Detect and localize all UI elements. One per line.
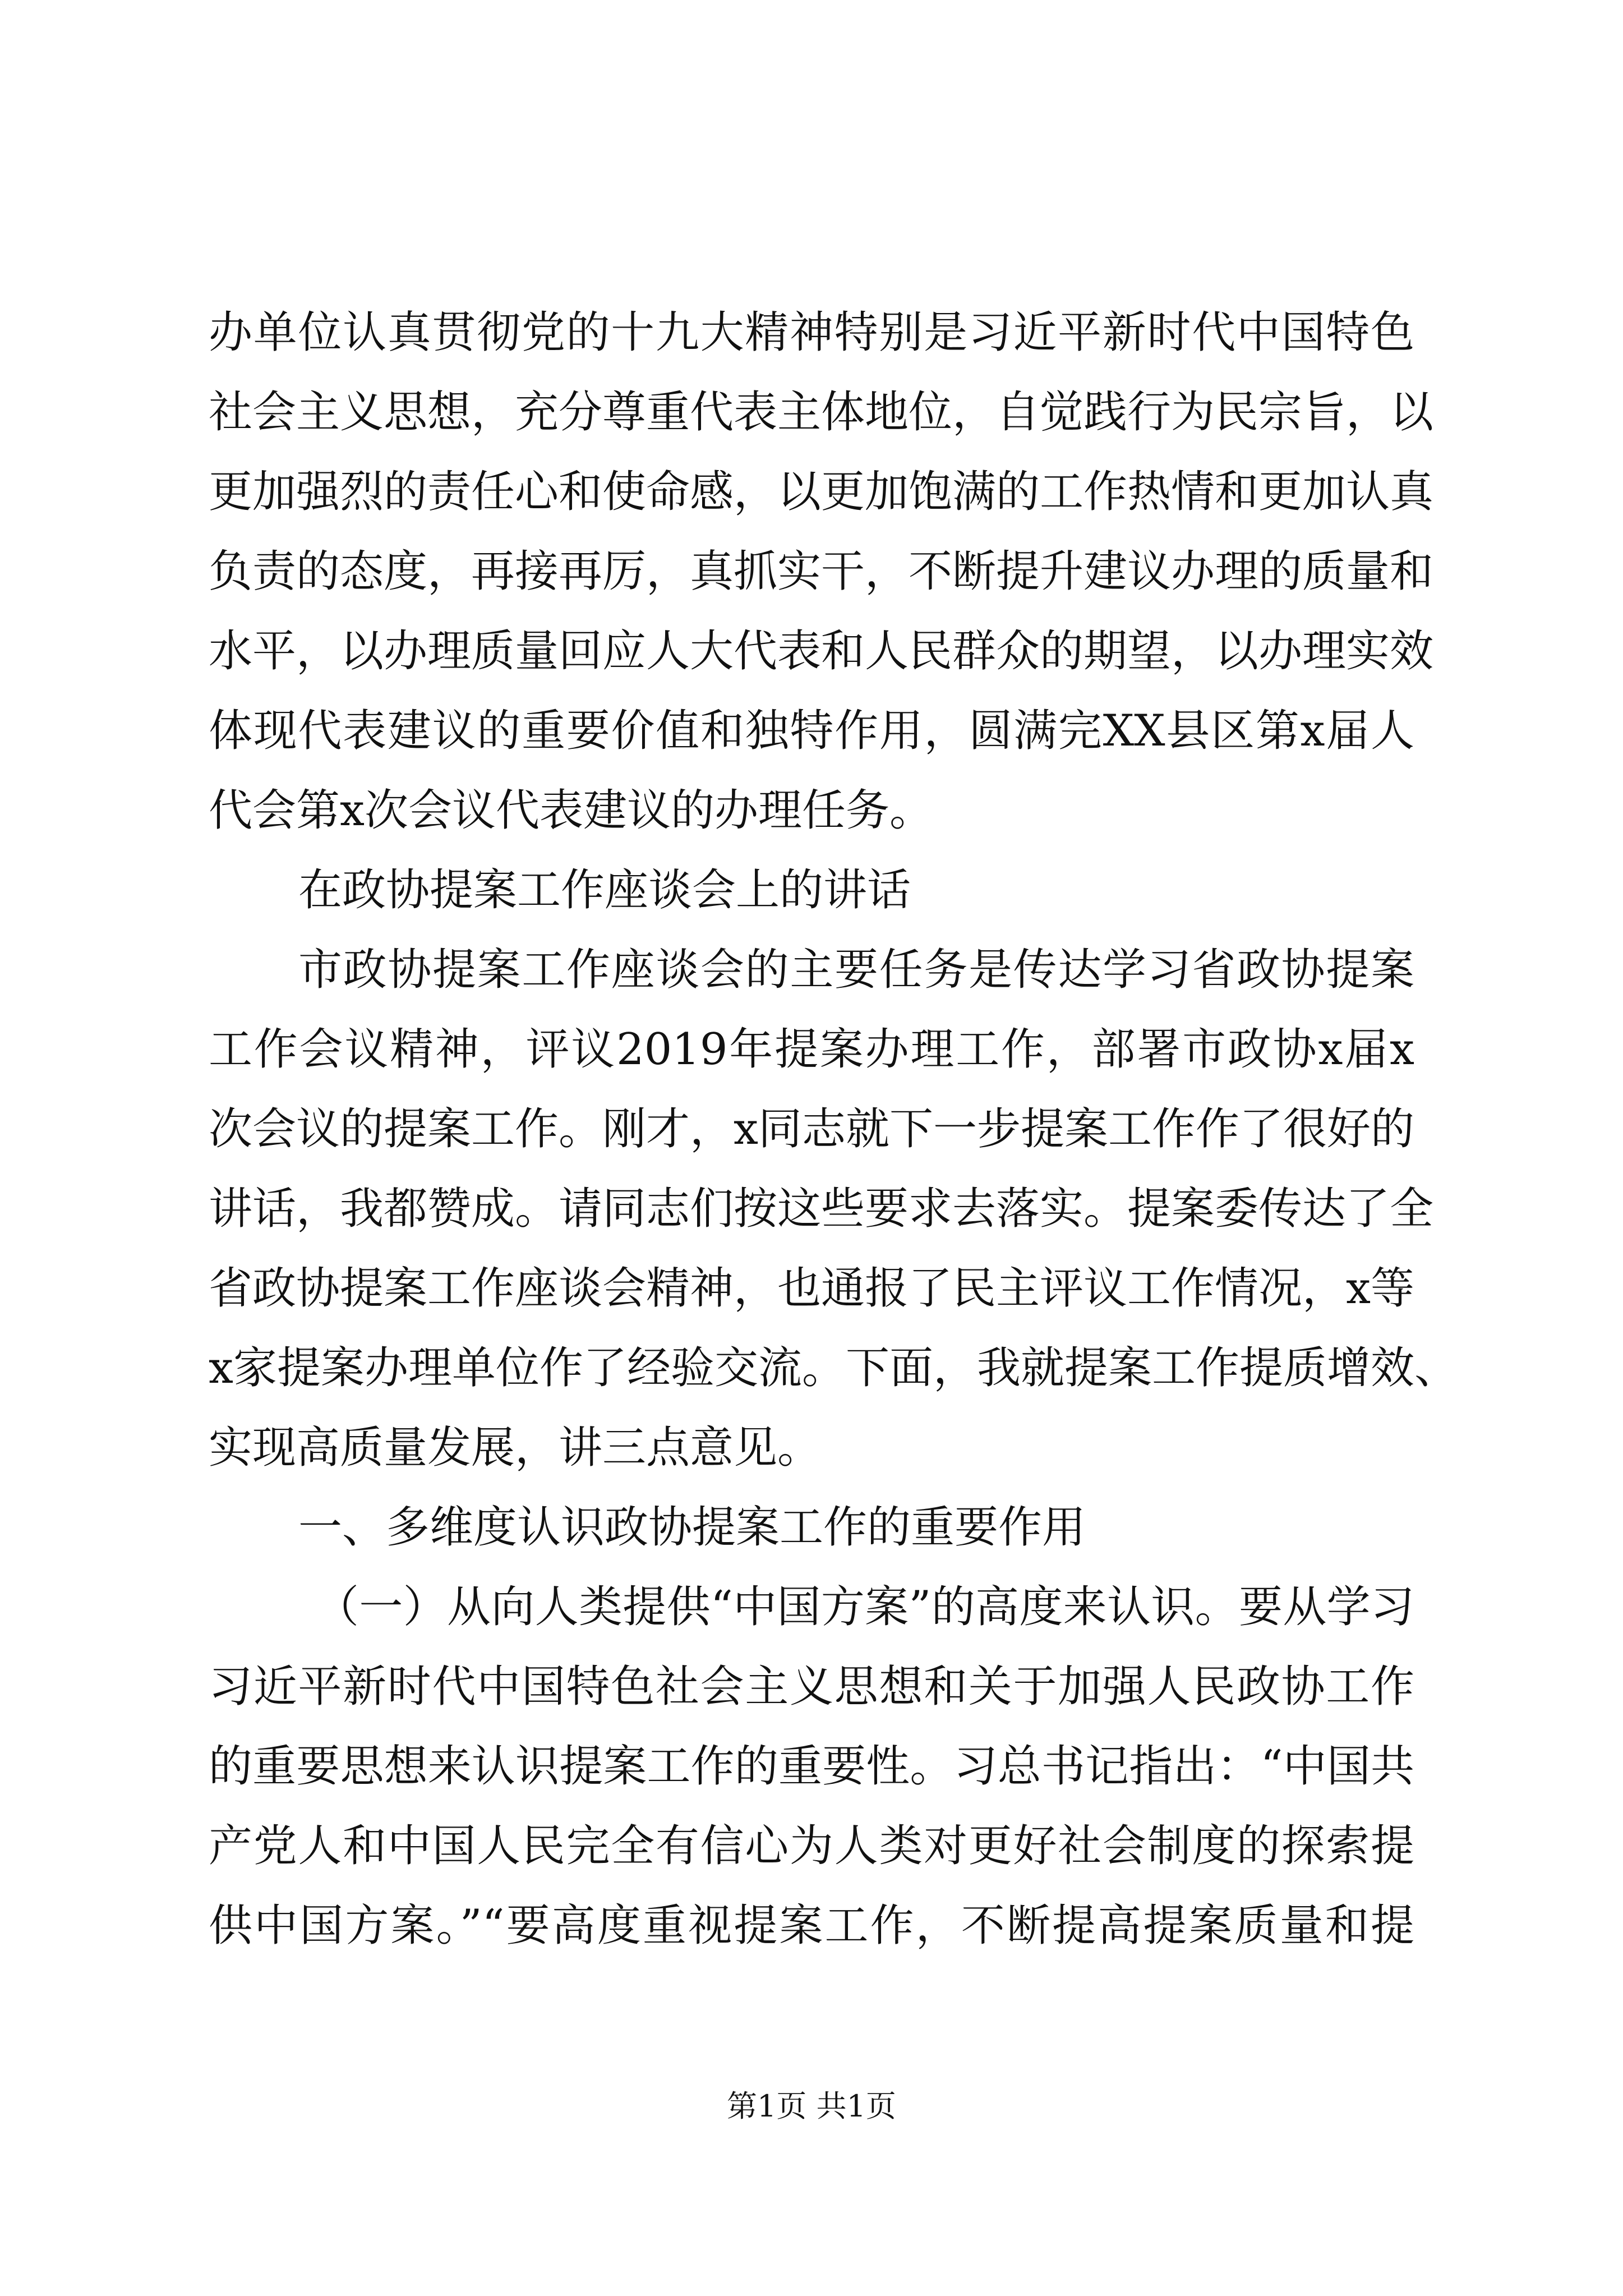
paragraph-line: 市政协提案工作座谈会的主要任务是传达学习省政协提案 [298, 945, 1414, 995]
paragraph-line: 省政协提案工作座谈会精神，也通报了民主评议工作情况，x等 [209, 1263, 1414, 1314]
paragraph-line: 产党人和中国人民完全有信心为人类对更好社会制度的探索提 [209, 1821, 1414, 1871]
section-heading: 一、多维度认识政协提案工作的重要作用 [298, 1502, 1086, 1553]
paragraph-line: 负责的态度，再接再厉，真抓实干，不断提升建议办理的质量和 [209, 546, 1434, 597]
paragraph-line: 次会议的提案工作。刚才，x同志就下一步提案工作作了很好的 [209, 1104, 1414, 1154]
paragraph-line: 实现高质量发展，讲三点意见。 [209, 1423, 822, 1473]
paragraph-line: 讲话，我都赞成。请同志们按这些要求去落实。提案委传达了全 [209, 1184, 1434, 1234]
paragraph-line: 工作会议精神，评议2019年提案办理工作，部署市政协x届x [209, 1024, 1414, 1075]
document-body [209, 293, 1458, 1966]
paragraph-line: 供中国方案。”“要高度重视提案工作，不断提高提案质量和提 [209, 1901, 1414, 1951]
paragraph-line: 更加强烈的责任心和使命感，以更加饱满的工作热情和更加认真 [209, 467, 1434, 517]
paragraph-line: 代会第x次会议代表建议的办理任务。 [209, 785, 933, 836]
paragraph-line: 的重要思想来认识提案工作的重要性。习总书记指出：“中国共 [209, 1741, 1414, 1792]
page-footer: 第1页 共1页 [727, 2088, 896, 2124]
paragraph-line: 水平，以办理质量回应人大代表和人民群众的期望，以办理实效 [209, 626, 1434, 677]
paragraph-line: （一）从向人类提供“中国方案”的高度来认识。要从学习 [315, 1582, 1414, 1632]
paragraph-line: 办单位认真贯彻党的十九大精神特别是习近平新时代中国特色 [209, 307, 1414, 358]
paragraph-line: x家提案办理单位作了经验交流。下面，我就提案工作提质增效、 [209, 1343, 1458, 1393]
paragraph-line: 社会主义思想，充分尊重代表主体地位，自觉践行为民宗旨，以 [209, 387, 1434, 438]
paragraph-line: 习近平新时代中国特色社会主义思想和关于加强人民政协工作 [209, 1662, 1414, 1712]
paragraph-line: 体现代表建议的重要价值和独特作用，圆满完XX县区第x届人 [209, 706, 1414, 756]
section-title: 在政协提案工作座谈会上的讲话 [298, 865, 911, 915]
